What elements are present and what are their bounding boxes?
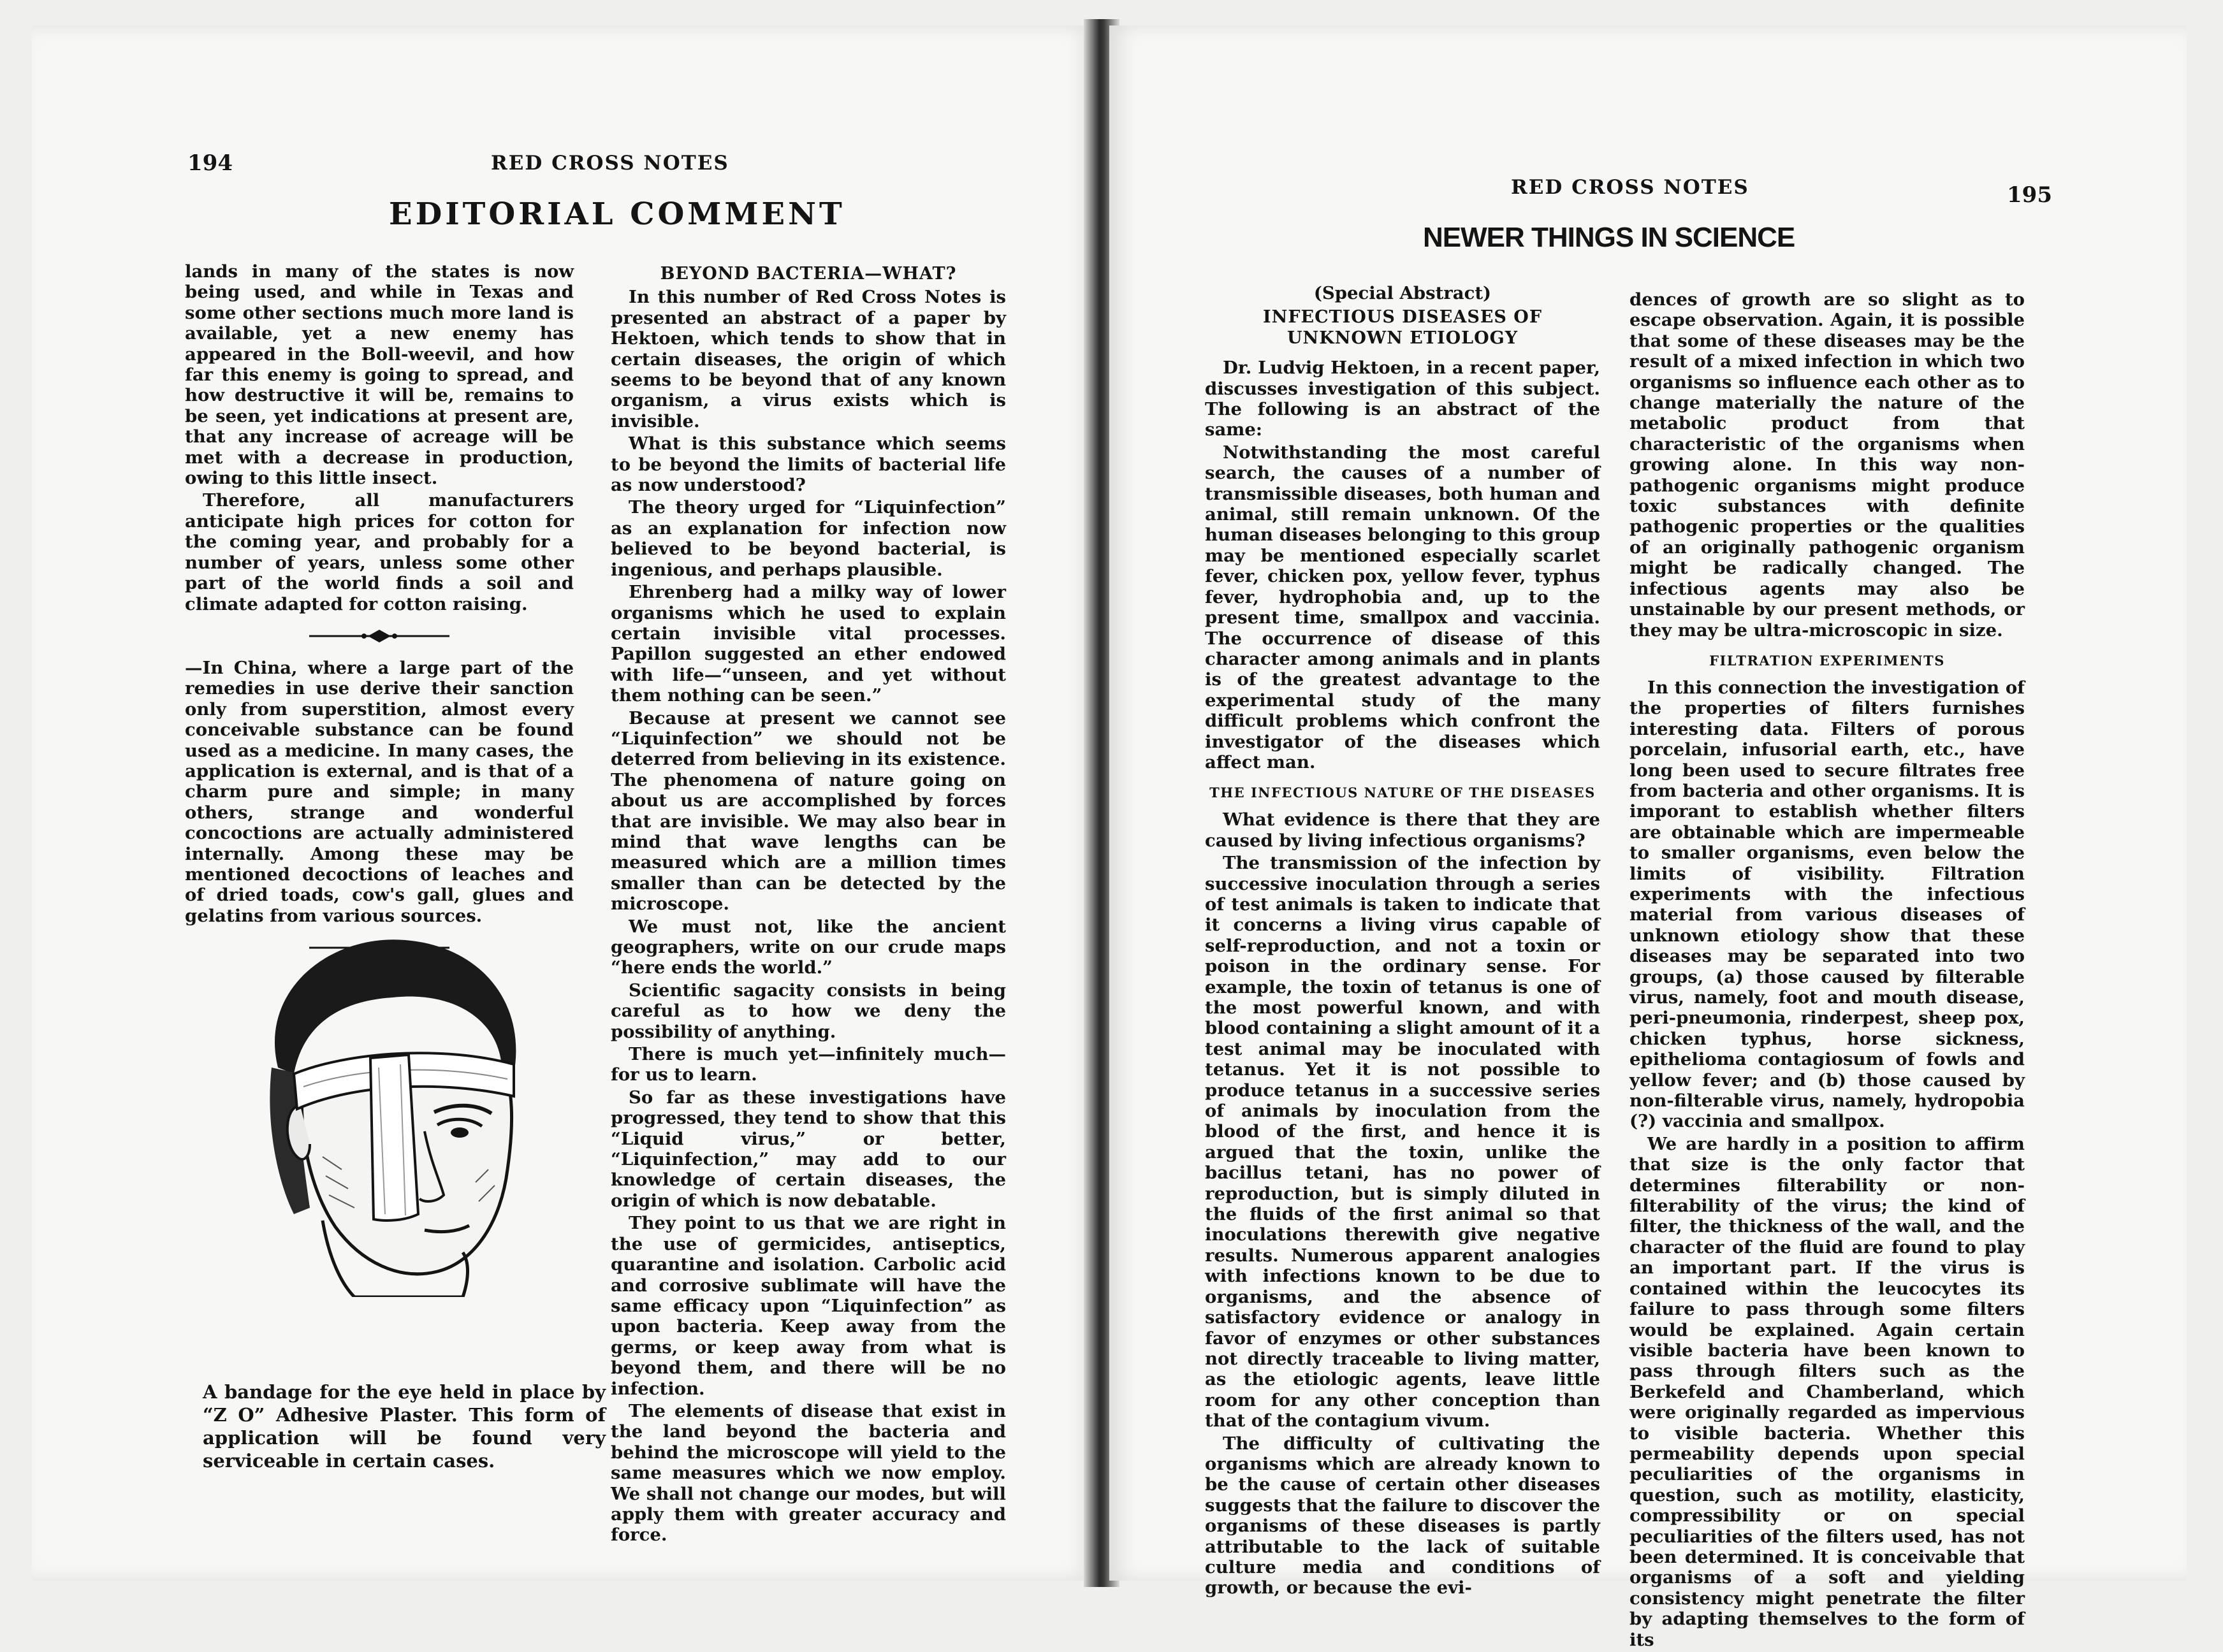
right-running-head: RED CROSS NOTES [1511, 176, 1749, 199]
beyond-paragraph-7: Scientific sagacity consists in being careful as to how we deny the possibility of anything. [611, 980, 1006, 1042]
left-column-2 [611, 260, 1006, 1547]
right-page-number: 195 [2007, 182, 2052, 208]
editorial-title: EDITORIAL COMMENT [389, 196, 845, 232]
left-page-number: 194 [187, 150, 233, 176]
beyond-paragraph-5: Because at present we cannot see “Liquinfection” we should not be deterred from believing in its existence. The phenomena of nature going on about us are accomplished by forces that are invisible. We may also bear in mind that wave lengths can be measured which are a million times smaller than can be detected by the microscope. [611, 707, 1006, 915]
beyond-paragraph-2: What is this substance which seems to be beyond the limits of bacterial life as now understood? [611, 433, 1006, 496]
beyond-paragraph-11: The elements of disease that exist in the land beyond the bacteria and behind the microscope will yield to the same measures which we now employ. We shall not change our modes, but will apply them with greater accuracy and force. [611, 1400, 1006, 1546]
right-column-1 [1205, 283, 1600, 1600]
beyond-paragraph-4: Ehrenberg had a milky way of lower organisms which he used to explain certain invisible vital processes. Papillon suggested an ether endowed with life—“unseen, and yet without them nothing can be seen.” [611, 582, 1006, 706]
left-page [32, 25, 1095, 1581]
infectious-nature-subhead: THE INFECTIOUS NATURE OF THE DISEASES [1209, 785, 1596, 801]
hektoen-paragraph-4: The transmission of the infection by successive inoculation through a series of test animals is taken to indicate that it concerns a living virus capable of self-reproduction, and not a toxin or poison in the ordinary sense. For example, the toxin of tetanus is one of the most powerful known, and with blood containing a slight amount of it a test animal may be inoculated with tetanus. Yet it is not possible to produce tetanus in a successive series of animals by inoculation from the blood of the first, and hence it is argued that the toxin, unlike the bacillus tetani, has no power of reproduction, but is simply diluted in the fluids of the first animal so that inoculations therewith give negative results. Numerous apparent analogies with infections known to be due to organisms, and the absence of satisfactory evidence or analogy in favor of enzymes or other substances not directly traceable to living matter, as the etiologic agents, leave little room for any other conception than that of the contagium vivum. [1205, 853, 1600, 1431]
filtration-paragraph-2: We are hardly in a position to affirm that size is the only factor that determines filterability or non-filterability of the virus; the kind of filter, the thickness of the wall, and the character of the fluid are found to play an important part. If the virus is contained within the leucocytes its failure to pass through some filters would be explained. Again certain visible bacteria have been known to pass through filters such as the Berkefeld and Chamberland, which were originally regarded as impervious to visible bacteria. Whether this permeability depends upon special peculiarities of the organisms in question, such as motility, elasticity, compressibility or on special peculiarities of the filters used, has not been determined. It is conceivable that organisms of a soft and yielding consistency might penetrate the filter by adapting themselves to the form of its [1629, 1133, 2025, 1650]
china-paragraph: —In China, where a large part of the remedies in use derive their sanction only from superstition, almost every conceivable substance can be found used as a medicine. In many cases, the application is external, and is that of a charm pure and simple; in many others, strange and wonderful concoctions are actually administered internally. Among these may be mentioned decoctions of leaches and of dried toads, cow's gall, glues and gelatins from various sources. [185, 657, 574, 926]
beyond-paragraph-1: In this number of Red Cross Notes is presented an abstract of a paper by Hektoen, which tends to show that in certain diseases, the origin of which seems to be beyond that of any known organism, a virus exists which is invisible. [611, 287, 1006, 431]
beyond-paragraph-6: We must not, like the ancient geographers, write on our crude maps “here ends the world.” [611, 916, 1006, 978]
right-column-2 [1629, 289, 2025, 1652]
special-abstract-label: (Special Abstract) [1313, 283, 1492, 303]
science-title: NEWER THINGS IN SCIENCE [1423, 222, 1795, 253]
beyond-paragraph-10: They point to us that we are right in the use of germicides, antiseptics, quarantine and isolation. Carbolic acid and corrosive sublimate will have the same efficacy upon “Liquinfection” as upon bacteria. Keep away from the germs, or keep away from what is beyond them, and there will be no infection. [611, 1213, 1006, 1399]
illustration-caption: A bandage for the eye held in place by “Z O” Adhesive Plaster. This form of application will be found very serviceable in certain cases. [203, 1381, 606, 1472]
filtration-paragraph-1: In this connection the investigation of the properties of filters furnishes interesting data. Filters of porous porcelain, infusorial earth, etc., have long been used to secure filtrates free from bacteria and other organisms. It is imporant to establish whether filters are obtainable which are impermeable to smaller organisms, even below the limits of visibility. Filtration experiments with the infectious material from various diseases of unknown etiology show that these diseases may be separated into two groups, (a) those caused by filterable virus, namely, foot and mouth disease, peri-pneumonia, rinderpest, sheep pox, chicken typhus, horse sickness, epithelioma contagiosum of fowls and yellow fever; and (b) those caused by non-filterable virus, namely, hydropobia (?) vaccinia and smallpox. [1629, 677, 2025, 1132]
bandaged-head-illustration [233, 915, 539, 1297]
cotton-paragraph-2: Therefore, all manufacturers anticipate high prices for cotton for the coming year, and probably for a number of years, unless some other part of the world finds a soil and climate adapted for cotton raising. [185, 490, 574, 614]
beyond-paragraph-9: So far as these investigations have progressed, they tend to show that this “Liquid virus,” or better, “Liquinfection,” may add to our knowledge of certain diseases, the origin of which is now debatable. [611, 1087, 1006, 1211]
right-page [1109, 25, 2187, 1650]
hektoen-paragraph-1: Dr. Ludvig Hektoen, in a recent paper, discusses investigation of this subject. The following is an abstract of the same: [1205, 358, 1600, 440]
article-title: INFECTIOUS DISEASES OF UNKNOWN ETIOLOGY [1263, 307, 1542, 348]
ornament-divider-icon [309, 628, 449, 644]
filtration-subhead: FILTRATION EXPERIMENTS [1709, 652, 1945, 669]
cotton-paragraph-1: lands in many of the states is now being used, and while in Texas and some other sections much more land is available, yet a new enemy has appeared in the Boll-weevil, and how far this enemy is going to spread, and how destructive it will be, remains to be seen, yet indications at present are, that any increase of acreage will be met with a decrease in production, owing to this little insect. [185, 261, 574, 489]
left-column-1 [185, 261, 574, 969]
beyond-paragraph-8: There is much yet—infinitely much—for us to learn. [611, 1044, 1006, 1085]
beyond-paragraph-3: The theory urged for “Liquinfection” as an explanation for infection now believed to be beyond bacterial, is ingenious, and perhaps plausible. [611, 497, 1006, 580]
hektoen-paragraph-2: Notwithstanding the most careful search, the causes of a number of transmissible diseases, both human and animal, still remain unknown. Of the human diseases belonging to this group may be mentioned especially scarlet fever, chicken pox, yellow fever, typhus fever, hydrophobia and, up to the present time, smallpox and vaccinia. The occurrence of disease of this character among animals and in plants is of the greatest advantage to the experimental study of the many difficult problems which confront the investigator of the diseases which affect man. [1205, 442, 1600, 772]
hektoen-paragraph-5: The difficulty of cultivating the organisms which are already known to be the cause of certain other diseases suggests that the failure to discover the organisms of these diseases is partly attributable to the lack of suitable culture media and conditions of growth, or because the evi- [1205, 1433, 1600, 1598]
hektoen-paragraph-3: What evidence is there that they are caused by living infectious organisms? [1205, 809, 1600, 851]
left-running-head: RED CROSS NOTES [491, 152, 729, 175]
hektoen-paragraph-6: dences of growth are so slight as to escape observation. Again, it is possible that some of these diseases may be the result of a mixed infection in which two organisms so influence each other as to change materially the nature of the metabolic product from that characteristic of the organisms when growing alone. In this way non-pathogenic organisms might produce toxic substances with definite pathogenic properties or the qualities of an originally pathogenic organism might be radically changed. The infectious agents may also be unstainable by our present methods, or they may be ultra-microscopic in size. [1629, 289, 2025, 641]
beyond-bacteria-heading: BEYOND BACTERIA—WHAT? [660, 264, 957, 284]
